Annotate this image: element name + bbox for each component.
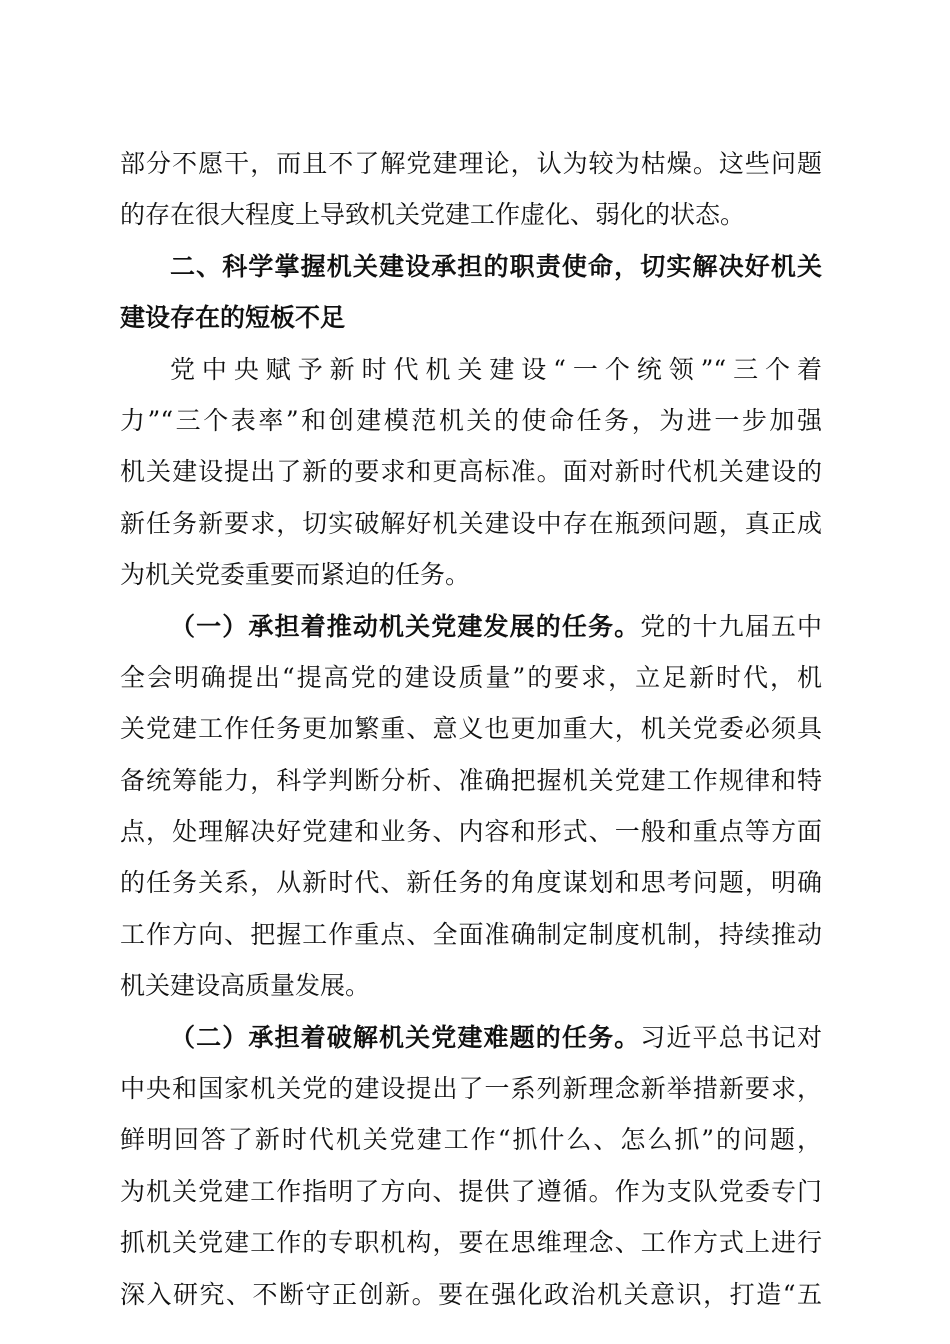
text-line: 力”“三个表率”和创建模范机关的使命任务，为进一步加强 (120, 405, 822, 435)
text-line: 党中央赋予新时代机关建设“一个统领”“三个着 (170, 354, 822, 384)
text-line: 的存在很大程度上导致机关党建工作虚化、弱化的状态。 (120, 200, 746, 230)
text-line: 机关建设高质量发展。 (120, 971, 371, 1001)
text-line: 全会明确提出“提高党的建设质量”的要求，立足新时代，机 (120, 662, 822, 692)
subsection-title: （二）承担着破解机关党建难题的任务。 (170, 1022, 641, 1052)
text-line: 工作方向、把握工作重点、全面准确制定制度机制，持续推动 (120, 919, 822, 949)
text-line: 关党建工作任务更加繁重、意义也更加重大，机关党委必须具 (120, 714, 822, 744)
paragraph-intro (120, 344, 822, 601)
heading-line: 二、科学掌握机关建设承担的职责使命，切实解决好机关 (170, 251, 822, 281)
text-line: 鲜明回答了新时代机关党建工作“抓什么、怎么抓”的问题， (120, 1125, 822, 1155)
text-line: 部分不愿干，而且不了解党建理论，认为较为枯燥。这些问题 (120, 149, 822, 178)
paragraph-continued (120, 138, 822, 241)
text-line: 为机关党建工作指明了方向、提供了遵循。作为支队党委专门 (120, 1176, 822, 1206)
text-line: 深入研究、不断守正创新。要在强化政治机关意识，打造“五 (120, 1279, 822, 1309)
text-line: 为机关党委重要而紧迫的任务。 (120, 560, 471, 590)
text-line: 机关建设提出了新的要求和更高标准。面对新时代机关建设的 (120, 457, 822, 487)
subsection-lead-text: 习近平总书记对 (640, 1022, 822, 1052)
subsection-1 (120, 601, 822, 1012)
text-line: 备统筹能力，科学判断分析、准确把握机关党建工作规律和特 (120, 765, 822, 795)
subsection-first-line (120, 601, 822, 652)
subsection-title: （一）承担着推动机关党建发展的任务。 (170, 611, 641, 641)
heading-line: 建设存在的短板不足 (120, 303, 346, 333)
text-line: 新任务新要求，切实破解好机关建设中存在瓶颈问题，真正成 (120, 508, 822, 538)
section-heading-2 (120, 241, 822, 344)
text-line: 抓机关党建工作的专职机构，要在思维理念、工作方式上进行 (120, 1228, 822, 1258)
subsection-2 (120, 1012, 822, 1320)
text-line: 中央和国家机关党的建设提出了一系列新理念新举措新要求， (120, 1074, 822, 1104)
subsection-lead-text: 党的十九届五中 (640, 611, 822, 641)
text-line: 点，处理解决好党建和业务、内容和形式、一般和重点等方面 (120, 817, 822, 847)
document-page (120, 138, 822, 1320)
subsection-first-line (120, 1012, 822, 1063)
text-line: 的任务关系，从新时代、新任务的角度谋划和思考问题，明确 (120, 868, 822, 898)
